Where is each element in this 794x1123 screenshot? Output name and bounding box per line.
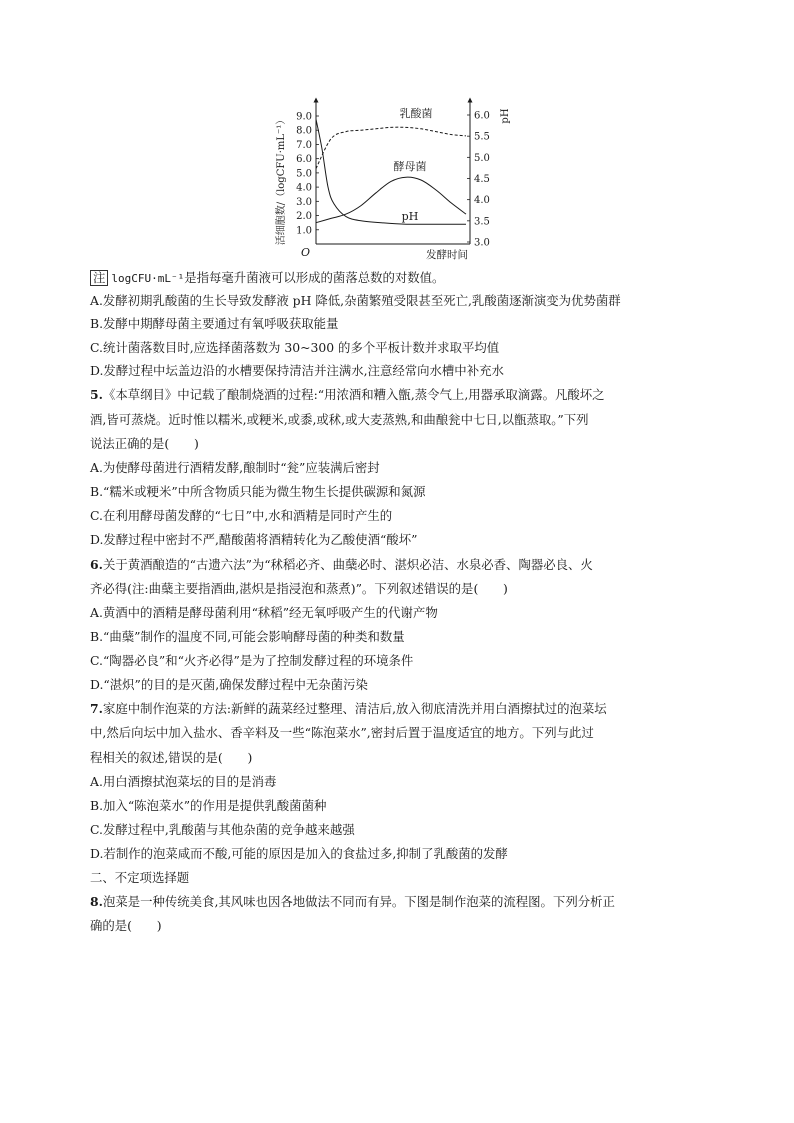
q6-option-c: C.“陶器必良”和“火齐必得”是为了控制发酵过程的环境条件 (90, 653, 414, 668)
left-axis-label: 活细胞数/（logCFU·mL⁻¹） (276, 114, 287, 246)
q5-number: 5. (90, 387, 103, 402)
q7-stem-line-2: 中,然后向坛中加入盐水、香辛料及一些“陈泡菜水”,密封后置于温度适宜的地方。下列与此过 (90, 725, 594, 740)
right-axis-label: pH (500, 108, 511, 124)
note-line (90, 268, 444, 289)
left-tick-label: 9.0 (296, 111, 312, 123)
q6-option-d: D.“湛炽”的目的是灭菌,确保发酵过程中无杂菌污染 (90, 677, 368, 692)
series-label-ph: pH (401, 210, 419, 223)
q4-option-b: B.发酵中期酵母菌主要通过有氧呼吸获取能量 (90, 316, 339, 331)
q7-stem-line-3: 程相关的叙述,错误的是( ) (90, 750, 253, 765)
right-tick-label: 4.0 (474, 195, 490, 207)
q8-stem-line-2: 确的是( ) (90, 918, 162, 933)
right-tick-label: 3.0 (474, 237, 490, 249)
yeast-line (316, 177, 466, 223)
q7-number: 7. (90, 701, 103, 716)
origin-label: O (300, 246, 310, 259)
right-tick-label: 6.0 (474, 110, 490, 122)
left-tick-label: 6.0 (296, 154, 312, 166)
q7-option-a: A.用白酒擦拭泡菜坛的目的是消毒 (90, 774, 277, 789)
series-label-lactic: 乳酸菌 (399, 107, 433, 120)
right-tick-label: 4.5 (474, 174, 490, 185)
q5-stem-line-1: 5.《本草纲目》中记载了酿制烧酒的过程:“用浓酒和糟入甑,蒸令气上,用器承取滴露。凡酸坏之 (90, 387, 605, 402)
left-tick-label: 5.0 (296, 168, 312, 180)
q5-option-b: B.“糯米或粳米”中所含物质只能为微生物生长提供碳源和氮源 (90, 484, 426, 499)
q5-option-c: C.在利用酵母菌发酵的“七日”中,水和酒精是同时产生的 (90, 508, 393, 523)
q7-option-b: B.加入“陈泡菜水”的作用是提供乳酸菌菌种 (90, 798, 327, 813)
q6-stem-line-1: 6.关于黄酒酿造的“古遗六法”为“秫稻必齐、曲蘖必时、湛炽必洁、水泉必香、陶器必良、火 (90, 557, 593, 572)
right-tick-label: 5.0 (474, 152, 490, 164)
note-tag: 注 (90, 270, 108, 286)
ph-line (316, 119, 466, 224)
note-unit: logCFU·mL⁻¹ (111, 272, 185, 285)
q6-option-b: B.“曲蘖”制作的温度不同,可能会影响酵母菌的种类和数量 (90, 629, 405, 644)
q8-stem-line-1: 8.泡菜是一种传统美食,其风味也因各地做法不同而有异。下图是制作泡菜的流程图。下列分析正 (90, 894, 615, 909)
q8-number: 8. (90, 894, 103, 909)
left-tick-label: 2.0 (296, 211, 312, 223)
right-tick-label: 3.5 (474, 216, 490, 228)
q7-stem-line-1: 7.家庭中制作泡菜的方法:新鲜的蔬菜经过整理、清洁后,放入彻底清洗并用白酒擦拭过的泡菜坛 (90, 701, 607, 716)
series-label-yeast: 酵母菌 (393, 160, 427, 173)
left-tick-label: 7.0 (296, 139, 312, 151)
q6-number: 6. (90, 557, 103, 572)
section-heading: 二、不定项选择题 (90, 870, 190, 885)
lactic-acid-bacteria-line (316, 127, 466, 168)
q6-stem-line-2: 齐必得(注:曲蘖主要指酒曲,湛炽是指浸泡和蒸煮)”。下列叙述错误的是( ) (90, 581, 508, 596)
left-tick-label: 4.0 (296, 182, 312, 194)
q6-option-a: A.黄酒中的酒精是酵母菌利用“秫稻”经无氧呼吸产生的代谢产物 (90, 605, 438, 620)
q5-option-d: D.发酵过程中密封不严,醋酸菌将酒精转化为乙酸使酒“酸坏” (90, 532, 418, 547)
fermentation-chart (258, 96, 528, 266)
left-tick-label: 1.0 (296, 225, 312, 237)
x-axis-label: 发酵时间 (426, 249, 468, 261)
q7-option-d: D.若制作的泡菜咸而不酸,可能的原因是加入的食盐过多,抑制了乳酸菌的发酵 (90, 846, 508, 861)
q4-option-a: A.发酵初期乳酸菌的生长导致发酵液 pH 降低,杂菌繁殖受限甚至死亡,乳酸菌逐渐演变为优势菌群 (90, 293, 621, 308)
left-tick-label: 3.0 (296, 196, 312, 208)
q5-stem-line-3: 说法正确的是( ) (90, 436, 199, 451)
q4-option-d: D.发酵过程中坛盖边沿的水槽要保持清洁并注满水,注意经常向水槽中补充水 (90, 363, 504, 378)
note-text: 是指每毫升菌液可以形成的菌落总数的对数值。 (184, 270, 445, 285)
q5-option-a: A.为使酵母菌进行酒精发酵,酿制时“瓮”应装满后密封 (90, 460, 380, 475)
q7-option-c: C.发酵过程中,乳酸菌与其他杂菌的竞争越来越强 (90, 822, 355, 837)
right-tick-label: 5.5 (474, 131, 490, 143)
q5-stem-line-2: 酒,皆可蒸烧。近时惟以糯米,或粳米,或黍,或秫,或大麦蒸熟,和曲酿瓮中七日,以甑蒸取。”下列 (90, 412, 589, 427)
left-tick-label: 8.0 (296, 125, 312, 137)
q4-option-c: C.统计菌落数目时,应选择菌落数为 30~300 的多个平板计数并求取平均值 (90, 340, 500, 355)
